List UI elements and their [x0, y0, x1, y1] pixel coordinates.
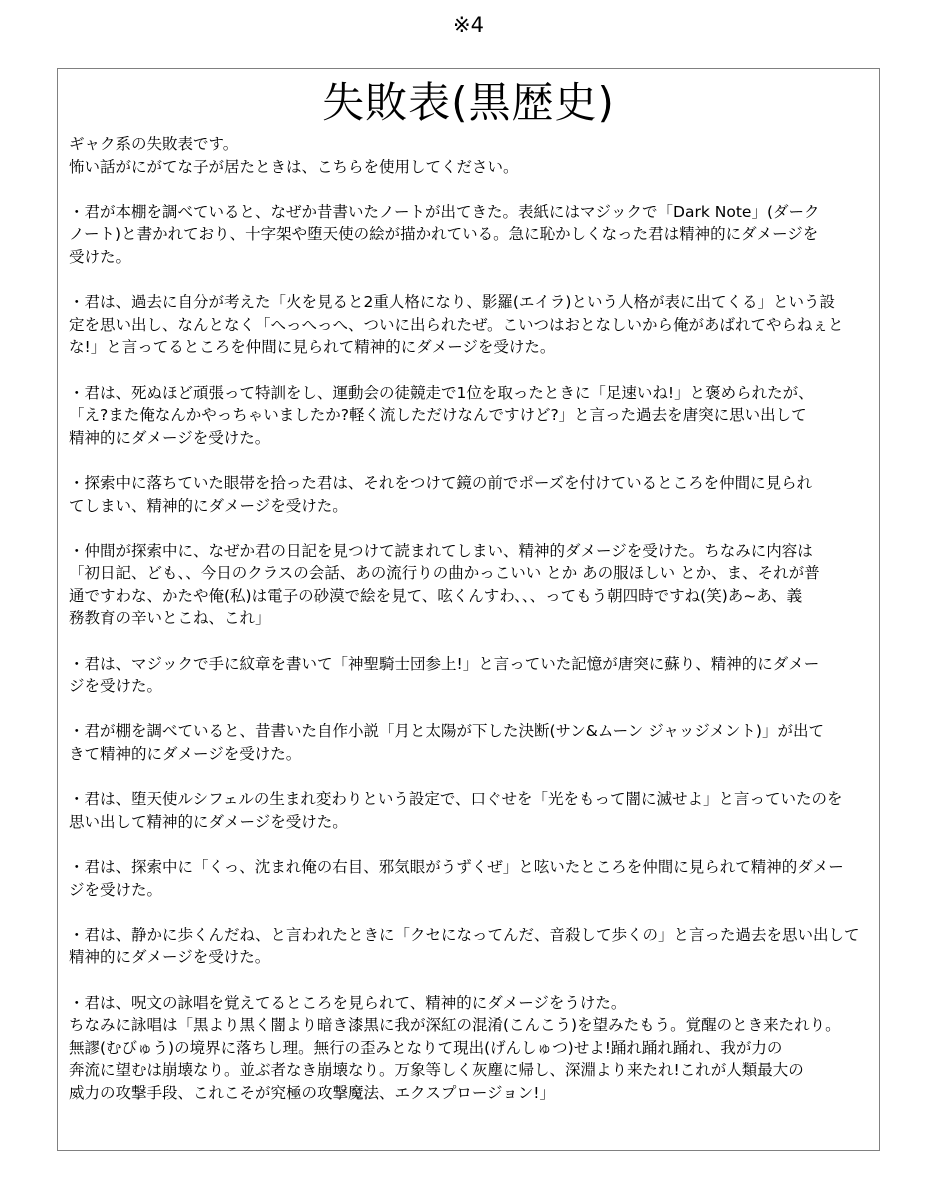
text-line: ・君は、マジックで手に紋章を書いて「神聖騎士団参上!」と言っていた記憶が唐突に蘇り、精神的にダメー — [69, 654, 820, 673]
page-number-mark: ※4 — [453, 13, 484, 37]
document-frame — [57, 68, 880, 1151]
text-line: ・君は、堕天使ルシフェルの生まれ変わりという設定で、口ぐせを「光をもって闇に滅せよ」と言っていたのを — [69, 790, 843, 809]
failure-entry-9 — [69, 856, 869, 901]
text-line: ・仲間が探索中に、なぜか君の日記を見つけて読まれてしまい、精神的ダメージを受けた。ちなみに内容は — [69, 541, 813, 560]
text-line: ジを受けた。 — [69, 677, 163, 696]
text-line: ギャク系の失敗表です。 — [69, 135, 239, 153]
failure-entry-6 — [69, 653, 869, 698]
failure-entry-1 — [69, 201, 869, 269]
text-line: ・探索中に落ちていた眼帯を拾った君は、それをつけて鏡の前でポーズを付けているところを仲間に見られ — [69, 473, 813, 492]
text-line: ちなみに詠唱は「黒より黒く闇より暗き漆黒に我が深紅の混淆(こんこう)を望みたもう。覚醒のとき来たれり。 — [69, 1016, 841, 1035]
text-line: 奔流に望むは崩壊なり。並ぶ者なき崩壊なり。万象等しく灰塵に帰し、深淵より来たれ!これが人類最大の — [69, 1061, 804, 1080]
failure-entry-4 — [69, 472, 869, 517]
text-line: ・君は、過去に自分が考えた「火を見ると2重人格になり、影羅(エイラ)という人格が表に出てくる」という設 — [69, 293, 835, 312]
text-line: ノート)と書かれており、十字架や堕天使の絵が描かれている。急に恥かしくなった君は精神的にダメージを — [69, 225, 819, 244]
text-line: 定を思い出し、なんとなく「へっへっへ、ついに出られたぜ。こいつはおとなしいから俺があばれてやらねぇと — [69, 315, 844, 334]
text-line: 無謬(むびゅう)の境界に落ちし理。無行の歪みとなりて現出(げんしゅつ)せよ!踊れ踊れ踊れ、我が力の — [69, 1038, 783, 1057]
text-line: ・君は、静かに歩くんだね、と言われたときに「クセになってんだ、音殺して歩くの」と言った過去を思い出して — [69, 925, 860, 944]
text-line: 務教育の辛いとこね、これ」 — [69, 609, 271, 628]
intro-paragraph — [69, 133, 869, 178]
failure-entry-7 — [69, 720, 869, 765]
failure-entry-11 — [69, 992, 869, 1105]
text-line: てしまい、精神的にダメージを受けた。 — [69, 496, 348, 515]
document-body — [69, 133, 869, 1105]
text-line: ・君は、死ぬほど頑張って特訓をし、運動会の徒競走で1位を取ったときに「足速いね!」と褒められたが、 — [69, 383, 814, 402]
text-line: ・君が本棚を調べていると、なぜか昔書いたノートが出てきた。表紙にはマジックで「Dark Note」(ダーク — [69, 202, 820, 221]
text-line: 「初日記、ども、、今日のクラスの会話、あの流行りの曲かっこいい とか あの服ほしい とか、ま、それが普 — [69, 564, 820, 583]
text-line: 思い出して精神的にダメージを受けた。 — [69, 812, 348, 831]
failure-entry-8 — [69, 788, 869, 833]
text-line: ・君は、呪文の詠唱を覚えてるところを見られて、精神的にダメージをうけた。 — [69, 993, 627, 1012]
text-line: 受けた。 — [69, 247, 132, 266]
text-line: な!」と言ってるところを仲間に見られて精神的にダメージを受けた。 — [69, 338, 556, 357]
failure-entry-2 — [69, 291, 869, 359]
document-title: 失敗表(黒歴史) — [322, 78, 615, 127]
failure-entry-10 — [69, 924, 869, 969]
failure-entry-3 — [69, 382, 869, 450]
text-line: 精神的にダメージを受けた。 — [69, 428, 271, 447]
text-line: ・君は、探索中に「くっ、沈まれ俺の右目、邪気眼がうずくぜ」と呟いたところを仲間に見られて精神的ダメー — [69, 858, 844, 876]
text-line: 精神的にダメージを受けた。 — [69, 948, 271, 967]
failure-entry-5 — [69, 540, 869, 630]
text-line: 通ですわな、かたや俺(私)は電子の砂漠で絵を見て、呟くんすわ、、、ってもう朝四時ですね(笑)あ~あ、義 — [69, 586, 803, 605]
text-line: 怖い話がにがてな子が居たときは、こちらを使用してください。 — [69, 157, 519, 176]
text-line: ジを受けた。 — [69, 880, 163, 899]
text-line: 「え?また俺なんかやっちゃいましたか?軽く流しただけなんですけど?」と言った過去を唐突に思い出して — [69, 406, 807, 425]
text-line: 威力の攻撃手段、これこそが究極の攻撃魔法、エクスプロージョン!」 — [69, 1083, 555, 1102]
text-line: ・君が棚を調べていると、昔書いた自作小説「月と太陽が下した決断(サン&ムーン ジャッジメント)」が出て — [69, 722, 824, 741]
text-line: きて精神的にダメージを受けた。 — [69, 745, 302, 764]
